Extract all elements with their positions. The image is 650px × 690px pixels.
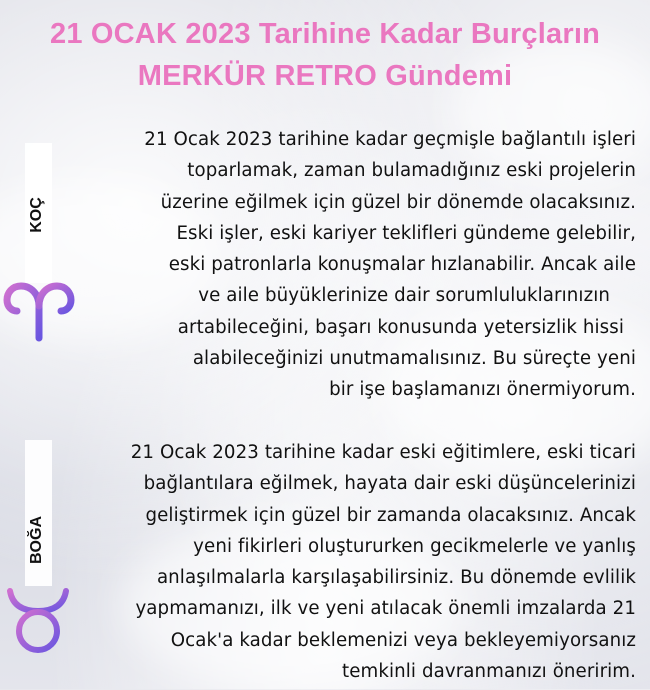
text-line: temkinli davranmanızı öneririm. (342, 661, 636, 683)
text-line: alabileceğinizi unutmamalısınız. Bu süreçte yeni (192, 348, 636, 370)
sign-text-koc (36, 124, 636, 406)
text-line: ve aile büyüklerinize dair sorumluluklarınızın (198, 285, 610, 307)
page-title-line-2: MERKÜR RETRO Gündemi (137, 60, 513, 92)
text-line: artabileceğini, başarı konusunda yetersizlik hissi (177, 316, 624, 338)
text-line: geliştirmek için güzel bir zamanda olacaksınız. Ancak (145, 504, 636, 526)
text-line: eski patronlarla konuşmalar hızlanabilir. Ancak aile (168, 254, 636, 276)
sign-text-boga (36, 437, 636, 687)
text-line: yeni fikirleri oluştururken gecikmelerle ve yanlış (193, 535, 636, 557)
text-line: anlaşılmalarla karşılaşabilirsiniz. Bu dönemde evlilik (156, 567, 636, 589)
text-line: 21 Ocak 2023 tarihine kadar eski eğitimlere, eski ticari (130, 442, 636, 463)
text-line: toparlamak, zaman bulamadığınız eski projelerin (187, 160, 636, 182)
text-line: bir işe başlamanızı önermiyorum. (329, 379, 636, 401)
text-line: Ocak'a kadar beklemenizi veya bekleyemiyorsanız (170, 629, 636, 651)
page-title-line-1: 21 OCAK 2023 Tarihine Kadar Burçların (49, 18, 600, 50)
sign-label-koc: KOÇ (28, 197, 45, 233)
sign-label-boga: BOĞA (28, 516, 45, 564)
text-line: bağlantılara eğilmek, hayata dair eski düşüncelerinizi (143, 473, 636, 495)
text-line: üzerine eğilmek için güzel bir dönemde olacaksınız. (160, 191, 636, 213)
text-line: Eski işler, eski kariyer teklifleri gündeme gelebilir, (176, 222, 636, 244)
text-line: yapmamanızı, ilk ve yeni atılacak önemli imzalarda 21 (135, 598, 636, 620)
text-line: 21 Ocak 2023 tarihine kadar geçmişle bağlantılı işleri (144, 129, 636, 150)
